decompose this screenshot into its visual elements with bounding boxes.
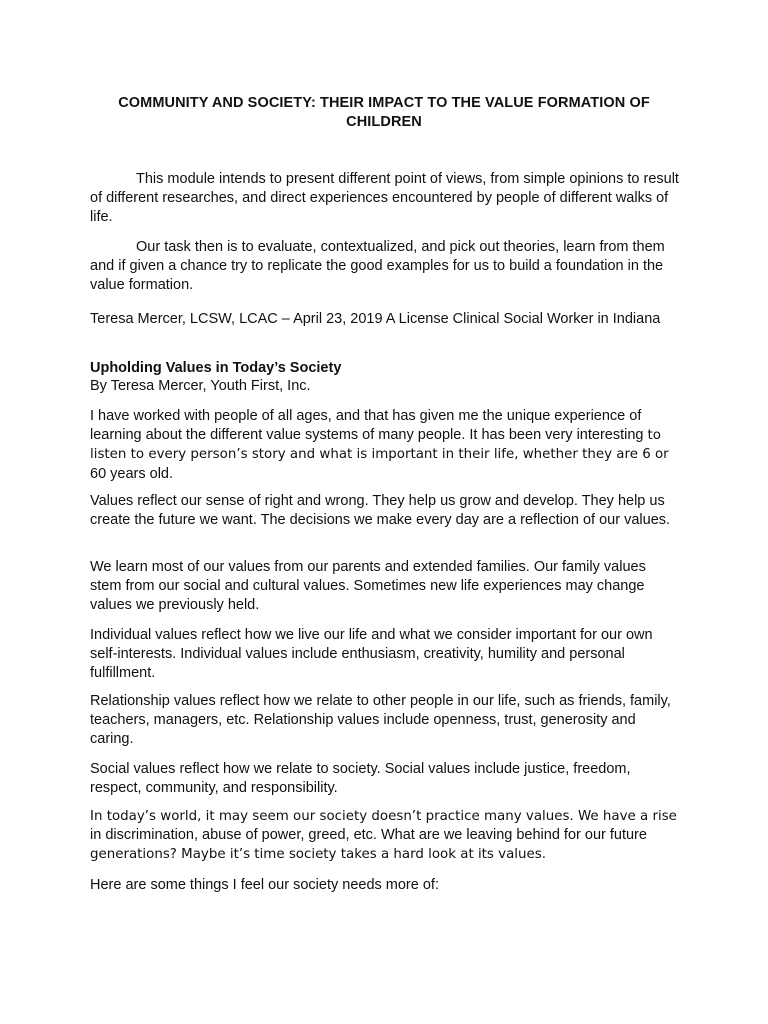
paragraph-1-part-b: to listen to every person’s story and what is important in their life, whether they are 6 or xyxy=(90,428,669,463)
paragraph-1-part-a: I have worked with people of all ages, and that has given me the unique experience of learning about the different value systems of many people. It has been very interesting xyxy=(90,408,644,444)
paragraph-1 xyxy=(90,407,680,484)
paragraph-3: We learn most of our values from our parents and extended families. Our family values stem from our social and cultural values. Sometimes new life experiences may change values we previously held. xyxy=(90,559,646,614)
paragraph-7-part-b: in discrimination, abuse of power, greed, etc. What are we leaving behind for our future xyxy=(90,827,647,844)
paragraph-6: Social values reflect how we relate to society. Social values include justice, freedom, respect, community, and responsibility. xyxy=(90,761,631,797)
paragraph-7 xyxy=(90,807,680,865)
paragraph-2: Values reflect our sense of right and wrong. They help us grow and develop. They help us create the future we want. The decisions we make every day are a reflection of our values. xyxy=(90,493,671,529)
paragraph-1-part-c: 60 years old. xyxy=(90,465,174,482)
intro-paragraph-1: This module intends to present different point of views, from simple opinions to result of different researches, and direct experiences encountered by people of different walks of life. xyxy=(90,171,679,226)
paragraph-7-part-a: In today’s world, it may seem our society doesn’t practice many values. We have a rise xyxy=(90,809,677,824)
article-byline: By Teresa Mercer, Youth First, Inc. xyxy=(90,378,311,394)
paragraph-4: Individual values reflect how we live our life and what we consider important for our own self-interests. Individual values include enthusiasm, creativity, humility and personal fulfillment. xyxy=(90,627,653,682)
source-line: Teresa Mercer, LCSW, LCAC – April 23, 2019 A License Clinical Social Worker in Indiana xyxy=(90,311,661,327)
paragraph-5: Relationship values reflect how we relate to other people in our life, such as friends, family, teachers, managers, etc. Relationship values include openness, trust, generosity and caring. xyxy=(90,693,671,748)
intro-paragraph-2: Our task then is to evaluate, contextualized, and pick out theories, learn from them and if given a chance try to replicate the good examples for us to build a foundation in the value formation. xyxy=(90,239,665,294)
document-title: COMMUNITY AND SOCIETY: THEIR IMPACT TO THE VALUE FORMATION OF CHILDREN xyxy=(118,95,650,130)
paragraph-8: Here are some things I feel our society needs more of: xyxy=(90,877,439,893)
paragraph-7-part-c: generations? Maybe it’s time society takes a hard look at its values. xyxy=(90,847,546,863)
article-heading: Upholding Values in Today’s Society xyxy=(90,360,342,376)
